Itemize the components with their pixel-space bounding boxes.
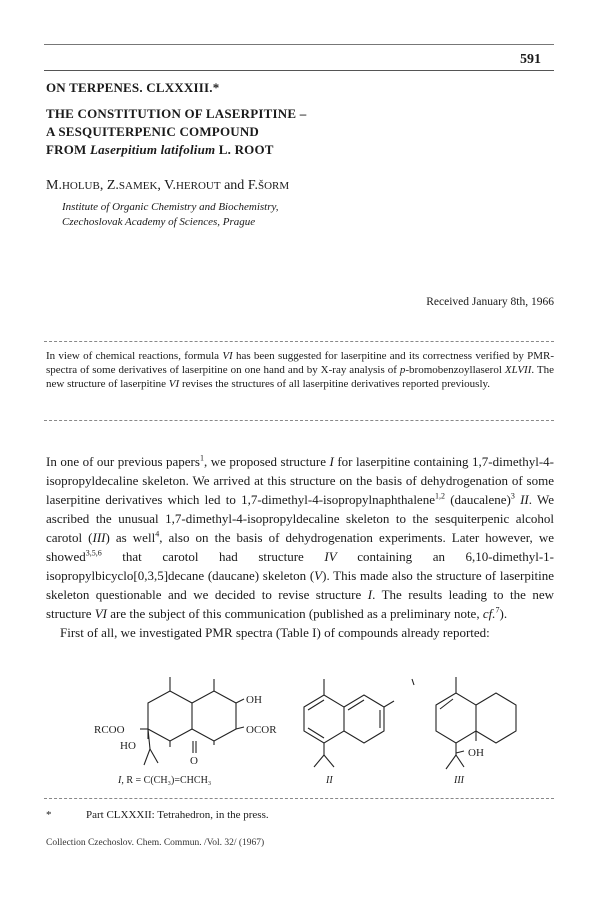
article-title-line: A SESQUITERPENIC COMPOUND <box>46 124 260 139</box>
structure-i-o-label: O <box>190 755 198 767</box>
structure-i-ocor-label: OCOR <box>246 724 277 736</box>
article-title-line: FROM Laserpitium latifolium L. ROOT <box>46 142 274 157</box>
article-title-series: ON TERPENES. CLXXXIII.* <box>46 80 220 95</box>
structure-iii-oh-label: OH <box>468 747 484 759</box>
affiliation-line: Czechoslovak Academy of Sciences, Prague <box>62 216 256 228</box>
header-rule <box>44 70 554 71</box>
structure-ii-drawing <box>304 679 394 767</box>
abstract-top-rule <box>44 341 554 342</box>
author-list: M.HOLUB, Z.SAMEK, V.HEROUT and F.ŠORM <box>46 178 290 193</box>
footnote-rule <box>44 798 554 799</box>
received-date: Received January 8th, 1966 <box>426 296 554 308</box>
abstract: In view of chemical reactions, formula VI has been suggested for laserpitine and its correctness verified by PMR-spectra of some derivatives of laserpitine on one hand and by X-ray analysis of p-bromobenzoyllaserol XLVII. The new structure of laserpitine VI revises the structures of all laserpitine derivatives reported previously. <box>46 350 555 390</box>
abstract-bottom-rule <box>44 420 554 421</box>
chemical-structures <box>80 675 540 775</box>
structure-iii-drawing <box>412 677 516 769</box>
structure-i-rcoo-label: RCOO <box>94 724 125 736</box>
structure-i-caption: I, R = C(CH₃)=CHCH₃ <box>118 775 212 786</box>
species-name: Laserpitium latifolium <box>89 142 216 157</box>
structure-i-oh-label: OH <box>246 694 262 706</box>
structure-ii-caption: II <box>326 775 333 786</box>
affiliation-line: Institute of Organic Chemistry and Biochemistry, <box>62 201 279 213</box>
footnote-mark: * <box>46 809 52 821</box>
journal-citation: Collection Czechoslov. Chem. Commun. /Vol. 32/ (1967) <box>46 838 265 848</box>
article-title-line: THE CONSTITUTION OF LASERPITINE – <box>46 106 307 121</box>
top-rule <box>44 44 554 45</box>
body-text <box>46 452 554 642</box>
structure-i-drawing <box>140 677 244 765</box>
structure-i-ho-label: HO <box>120 740 136 752</box>
body-paragraph: In one of our previous papers$^1$, we proposed structure I for laserpitine containing 1,7-dimethyl-4-isopropyldecaline skeleton. We arrived at this structure on the basis of dehydrogenation of some laserpitine derivatives which led to 1,7-dimethyl-4-isopropylnaphthalene$^{1,2}$ (daucalene)$^3$ II. We ascribed the unusual 1,7-dimethyl-4-isopropyldecaline skeleton to the sesquiterpenic alcohol carotol (III) as well$^4$, also on the basis of dehydrogenation experiments. Later however, we showed$^{3,5,6}$ that carotol had structure IV containing an 6,10-dimethyl-1-isopropylbicyclo[0,3,5]decane (daucane) skeleton (V). This made also the structure of laserpitine skeleton questionable and we decided to revise structure I. The results leading to the new structure VI are the subject of this communication (published as a preliminary note, cf.$^7$). <box>46 453 554 621</box>
body-paragraph: First of all, we investigated PMR spectra (Table I) of compounds already reported: <box>60 625 490 640</box>
footnote: * Part CLXXXII: Tetrahedron, in the press. <box>46 809 269 821</box>
page-number: 591 <box>520 52 541 67</box>
structure-iii-caption: III <box>454 775 464 786</box>
